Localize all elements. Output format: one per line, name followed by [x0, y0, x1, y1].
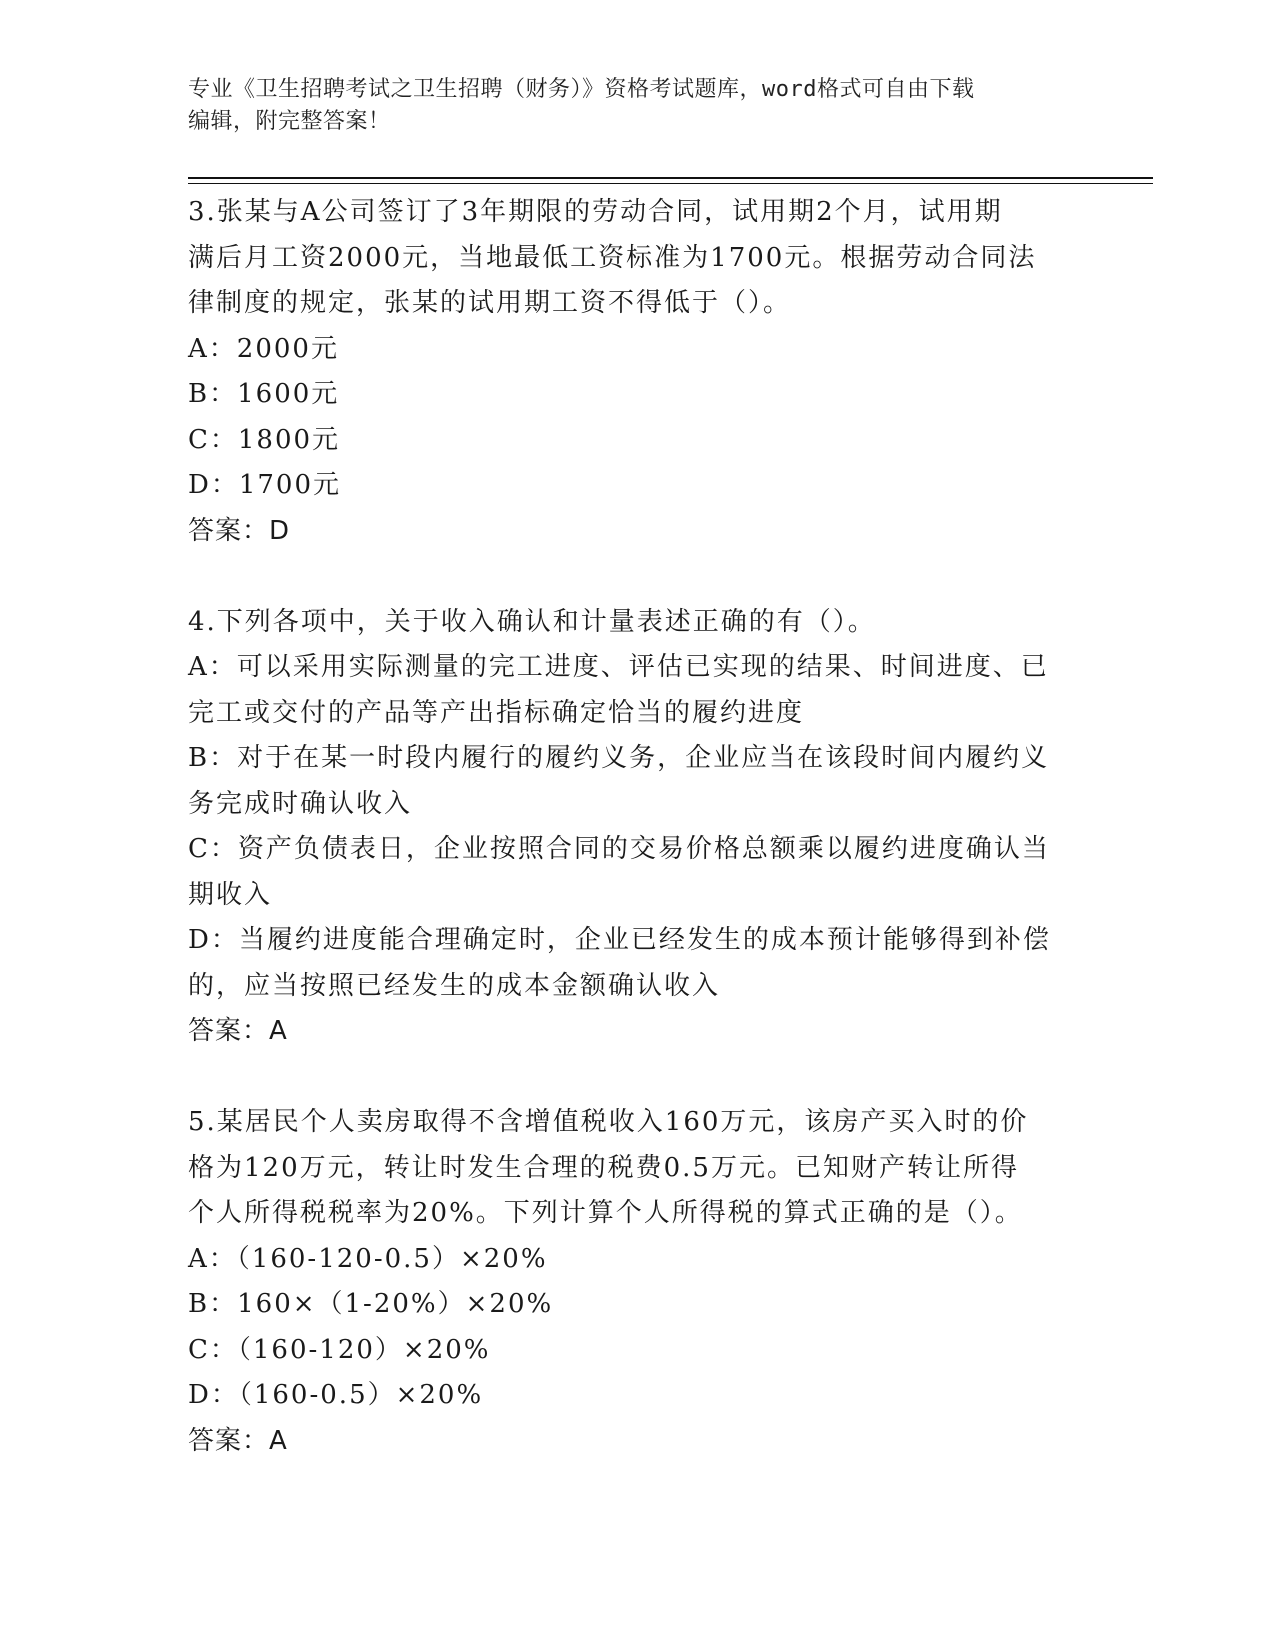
question-text-line: 5.某居民个人卖房取得不含增值税收入160万元，该房产买入时的价	[188, 1107, 1029, 1137]
option-a: A：2000元	[188, 333, 339, 364]
header-divider-thin	[188, 183, 1153, 184]
header-line-2: 编辑，附完整答案！	[188, 109, 391, 134]
question-text-line: 3.张某与A公司签订了3年期限的劳动合同，试用期2个月，试用期	[188, 197, 1003, 227]
option-b-continued: 务完成时确认收入	[188, 788, 413, 819]
question-text-line: 个人所得税税率为20%。下列计算个人所得税的算式正确的是（）。	[188, 1198, 1023, 1228]
option-d: D：（160-0.5）×20%	[188, 1380, 484, 1410]
option-c-continued: 期收入	[188, 879, 273, 910]
answer-line: 答案：D	[188, 515, 291, 546]
question-5	[188, 1100, 1078, 1464]
option-c: C：资产负债表日，企业按照合同的交易价格总额乘以履约进度确认当	[188, 834, 1050, 864]
option-a: A：（160-120-0.5）×20%	[188, 1243, 548, 1274]
option-c: C：（160-120）×20%	[188, 1334, 491, 1365]
option-b: B：对于在某一时段内履行的履约义务，企业应当在该段时间内履约义	[188, 743, 1050, 773]
question-text-line: 律制度的规定，张某的试用期工资不得低于（）。	[188, 288, 792, 318]
option-d: D：当履约进度能合理确定时，企业已经发生的成本预计能够得到补偿	[188, 925, 1051, 955]
option-d-continued: 的，应当按照已经发生的成本金额确认收入	[188, 970, 721, 1001]
question-text-line: 满后月工资2000元，当地最低工资标准为1700元。根据劳动合同法	[188, 242, 1037, 273]
option-b: B：160×（1-20%）×20%	[188, 1289, 554, 1319]
answer-line: 答案：A	[188, 1425, 288, 1456]
option-a-continued: 完工或交付的产品等产出指标确定恰当的履约进度	[188, 697, 805, 728]
question-text-line: 格为120万元，转让时发生合理的税费0.5万元。已知财产转让所得	[188, 1152, 1019, 1183]
question-text-line: 4.下列各项中，关于收入确认和计量表述正确的有（）。	[188, 606, 876, 637]
answer-line: 答案：A	[188, 1016, 288, 1046]
header-line-1: 专业《卫生招聘考试之卫生招聘（财务）》资格考试题库，word格式可自由下载	[188, 77, 975, 102]
question-list	[188, 190, 1078, 1464]
option-c: C：1800元	[188, 424, 341, 455]
header-divider-thick	[188, 177, 1153, 179]
question-spacer	[188, 1055, 1078, 1101]
question-4	[188, 600, 1078, 1055]
option-a: A：可以采用实际测量的完工进度、评估已实现的结果、时间进度、已	[188, 652, 1049, 682]
option-d: D：1700元	[188, 470, 342, 500]
option-b: B：1600元	[188, 379, 340, 409]
question-spacer	[188, 554, 1078, 600]
question-3	[188, 190, 1078, 554]
document-header	[188, 74, 1068, 138]
